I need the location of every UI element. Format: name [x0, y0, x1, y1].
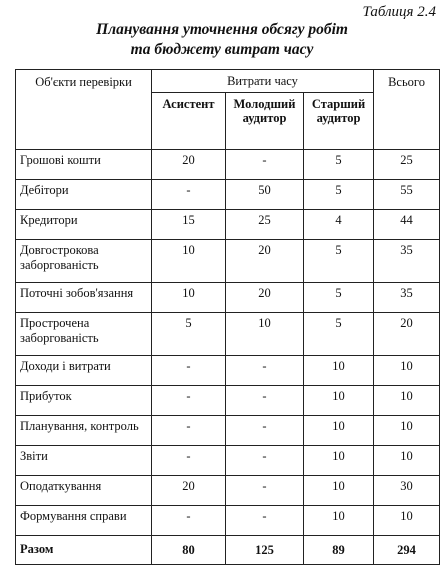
row-senior: 10	[304, 506, 374, 536]
row-total: 30	[374, 476, 440, 506]
row-object: Прострочена заборгованість	[16, 313, 152, 356]
table-row	[16, 446, 440, 476]
row-assistant: 5	[152, 313, 226, 356]
row-senior: 4	[304, 210, 374, 240]
table-body	[16, 150, 440, 565]
row-total: 25	[374, 150, 440, 180]
row-object: Дебітори	[16, 180, 152, 210]
table-title	[0, 20, 444, 60]
table-row	[16, 150, 440, 180]
row-senior: 10	[304, 386, 374, 416]
row-assistant: -	[152, 416, 226, 446]
table-row	[16, 180, 440, 210]
table-row	[16, 240, 440, 283]
row-junior: -	[226, 446, 304, 476]
row-senior: 10	[304, 476, 374, 506]
row-senior: 10	[304, 356, 374, 386]
header-time-costs: Витрати часу	[152, 70, 374, 93]
row-object: Оподаткування	[16, 476, 152, 506]
row-object: Звіти	[16, 446, 152, 476]
total-all: 294	[374, 536, 440, 565]
row-object: Кредитори	[16, 210, 152, 240]
row-object: Формування справи	[16, 506, 152, 536]
row-object: Поточні зобов'язання	[16, 283, 152, 313]
row-object: Планування, контроль	[16, 416, 152, 446]
row-total: 10	[374, 506, 440, 536]
header-senior-auditor: Старший аудитор	[304, 93, 374, 150]
row-junior: 25	[226, 210, 304, 240]
row-junior: -	[226, 416, 304, 446]
row-senior: 5	[304, 283, 374, 313]
row-total: 35	[374, 240, 440, 283]
row-junior: -	[226, 386, 304, 416]
table-row	[16, 386, 440, 416]
row-junior: -	[226, 506, 304, 536]
total-junior: 125	[226, 536, 304, 565]
header-junior-auditor: Молодший аудитор	[226, 93, 304, 150]
row-assistant: 10	[152, 240, 226, 283]
row-total: 20	[374, 313, 440, 356]
row-total: 35	[374, 283, 440, 313]
title-line-2: та бюджету витрат часу	[130, 41, 314, 58]
header-assistant: Асистент	[152, 93, 226, 150]
row-assistant: -	[152, 506, 226, 536]
total-label: Разом	[16, 536, 152, 565]
table-row	[16, 476, 440, 506]
time-budget-table	[15, 69, 440, 565]
table-total-row	[16, 536, 440, 565]
table-row	[16, 210, 440, 240]
total-senior: 89	[304, 536, 374, 565]
row-junior: -	[226, 356, 304, 386]
row-senior: 5	[304, 180, 374, 210]
table-row	[16, 283, 440, 313]
row-total: 10	[374, 356, 440, 386]
row-senior: 5	[304, 240, 374, 283]
title-line-1: Планування уточнення обсягу робіт	[96, 21, 348, 38]
row-senior: 5	[304, 150, 374, 180]
row-total: 44	[374, 210, 440, 240]
row-object: Доходи і витрати	[16, 356, 152, 386]
row-object: Прибуток	[16, 386, 152, 416]
row-total: 10	[374, 416, 440, 446]
header-total: Всього	[374, 70, 440, 150]
row-junior: 20	[226, 240, 304, 283]
table-row	[16, 416, 440, 446]
row-total: 10	[374, 446, 440, 476]
row-assistant: -	[152, 446, 226, 476]
row-junior: -	[226, 150, 304, 180]
table-row	[16, 506, 440, 536]
row-assistant: -	[152, 356, 226, 386]
table-row	[16, 313, 440, 356]
row-junior: 20	[226, 283, 304, 313]
total-assistant: 80	[152, 536, 226, 565]
header-objects: Об'єкти перевірки	[16, 70, 152, 150]
row-junior: 10	[226, 313, 304, 356]
row-total: 10	[374, 386, 440, 416]
row-assistant: -	[152, 386, 226, 416]
row-assistant: 20	[152, 150, 226, 180]
row-junior: -	[226, 476, 304, 506]
row-object: Довгострокова заборгованість	[16, 240, 152, 283]
row-senior: 5	[304, 313, 374, 356]
row-object: Грошові кошти	[16, 150, 152, 180]
row-total: 55	[374, 180, 440, 210]
row-assistant: 15	[152, 210, 226, 240]
table-row	[16, 356, 440, 386]
row-senior: 10	[304, 416, 374, 446]
row-assistant: 10	[152, 283, 226, 313]
row-senior: 10	[304, 446, 374, 476]
row-assistant: -	[152, 180, 226, 210]
row-assistant: 20	[152, 476, 226, 506]
row-junior: 50	[226, 180, 304, 210]
table-number: Таблиця 2.4	[362, 4, 436, 20]
